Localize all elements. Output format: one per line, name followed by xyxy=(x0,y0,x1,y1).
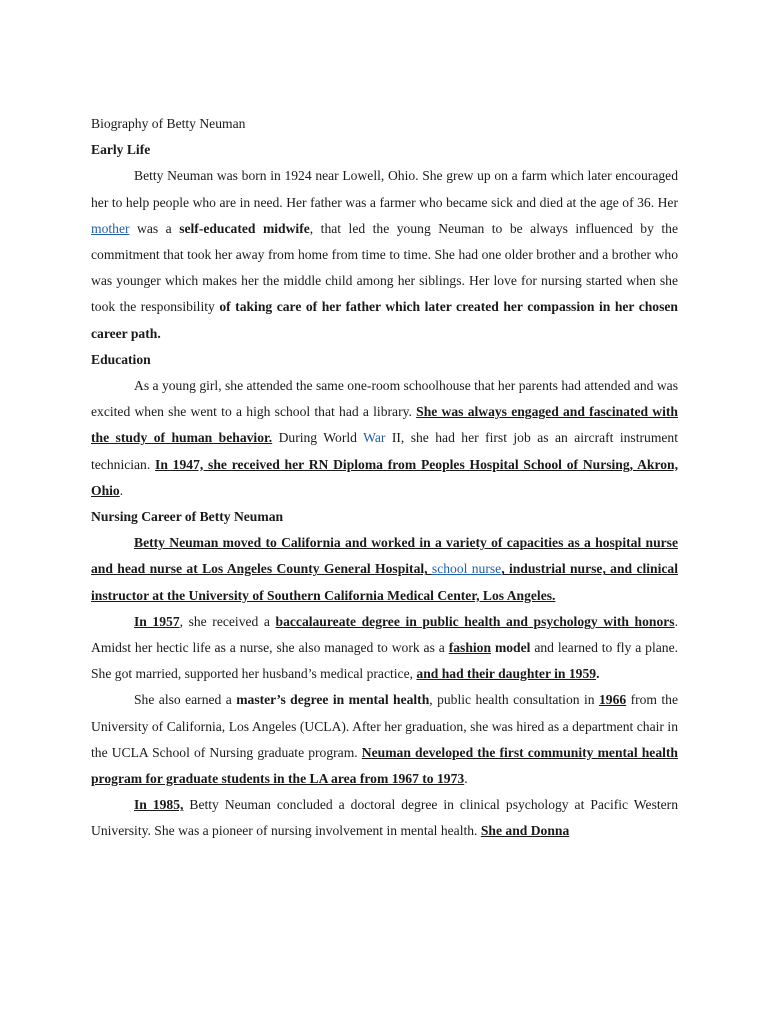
bold-text-father: of taking care of her father which later created her compassion in her chosen career path. xyxy=(91,299,678,341)
text-run: During World xyxy=(272,430,364,446)
document-body xyxy=(91,111,678,845)
text-run: II, she had her first job as an aircraft instrument technician. xyxy=(91,430,678,472)
text-run: and learned to fly a plane. She got married, supported her husband’s medical practice, xyxy=(91,640,679,682)
bold-underline-program: Neuman developed the first community mental health program for graduate students in the LA area from 1967 to 1973 xyxy=(91,744,678,787)
paragraph-career-3 xyxy=(91,687,678,792)
bold-underline-engaged: She was always engaged and fascinated with the study of human behavior. xyxy=(91,404,678,446)
paragraph-career-2 xyxy=(91,609,678,688)
paragraph-education xyxy=(91,373,678,504)
bold-text-model: model xyxy=(494,640,531,656)
section-heading-career: Nursing Career of Betty Neuman xyxy=(91,509,284,525)
bold-underline-1966: 1966 xyxy=(598,692,627,708)
text-run: , public health consultation in xyxy=(429,692,599,708)
bold-text-midwife: self-educated midwife xyxy=(179,220,310,236)
text-run: . Amidst her hectic life as a nurse, she also managed to work as a xyxy=(91,613,679,656)
text-run: . xyxy=(464,771,468,787)
war-highlight: War xyxy=(363,430,386,446)
bold-underline-1957: In 1957 xyxy=(134,613,180,629)
bold-underline-donna: She and Donna xyxy=(480,823,570,839)
text-run: . xyxy=(119,482,124,498)
bold-underline-daughter: and had their daughter in 1959 xyxy=(416,666,597,682)
section-heading-early-life: Early Life xyxy=(91,142,151,158)
bold-underline-1947: In 1947, she received her RN Diploma from Peoples Hospital School of Nursing, Akron, Ohio xyxy=(91,456,679,498)
text-run: was a xyxy=(129,220,180,236)
bold-underline-usc: , industrial nurse, and clinical instructor at the University of Southern California Medical Center, Los Angeles. xyxy=(91,561,678,603)
text-run: , that led the young Neuman to be always influenced by the commitment that took her away from home from time to time. She had one older brother and a brother who was younger which makes her the middle child among her siblings. Her love for nursing started when she took the responsibility xyxy=(91,220,678,315)
bold-underline-1985: In 1985, xyxy=(134,797,184,813)
bold-underline-fashion: fashion xyxy=(448,640,492,656)
bold-text-masters: master’s degree in mental health xyxy=(236,692,430,708)
text-run: from the University of California, Los Angeles (UCLA). After her graduation, she was hired as a department chair in the UCLA School of Nursing graduate program. xyxy=(91,692,679,760)
text-run: Betty Neuman concluded a doctoral degree in clinical psychology at Pacific Western University. She was a pioneer of nursing involvement in mental health. xyxy=(91,797,679,839)
school-nurse-link[interactable]: school nurse xyxy=(431,561,502,577)
bold-underline-degree: baccalaureate degree in public health and psychology with honors xyxy=(275,613,675,629)
paragraph-career-4 xyxy=(91,792,678,844)
mother-link[interactable]: mother xyxy=(91,220,130,236)
bold-underline-california: Betty Neuman moved to California and worked in a variety of capacities as a hospital nurse and head nurse at Los Angeles County General Hospital, xyxy=(91,535,678,577)
text-run: She also earned a xyxy=(134,692,237,708)
paragraph-early-life xyxy=(91,163,678,346)
bold-period: . xyxy=(596,666,600,682)
text-run: As a young girl, she attended the same one-room schoolhouse that her parents had attended and was excited when she went to a high school that had a library. xyxy=(91,378,678,420)
section-heading-education: Education xyxy=(91,351,151,367)
document-title: Biography of Betty Neuman xyxy=(91,116,246,131)
text-run: , she received a xyxy=(179,613,276,629)
paragraph-career-1 xyxy=(91,530,678,609)
text-run: Betty Neuman was born in 1924 near Lowell, Ohio. She grew up on a farm which later encouraged her to help people who are in need. Her father was a farmer who became sick and died at the age of 36. Her xyxy=(91,168,678,210)
